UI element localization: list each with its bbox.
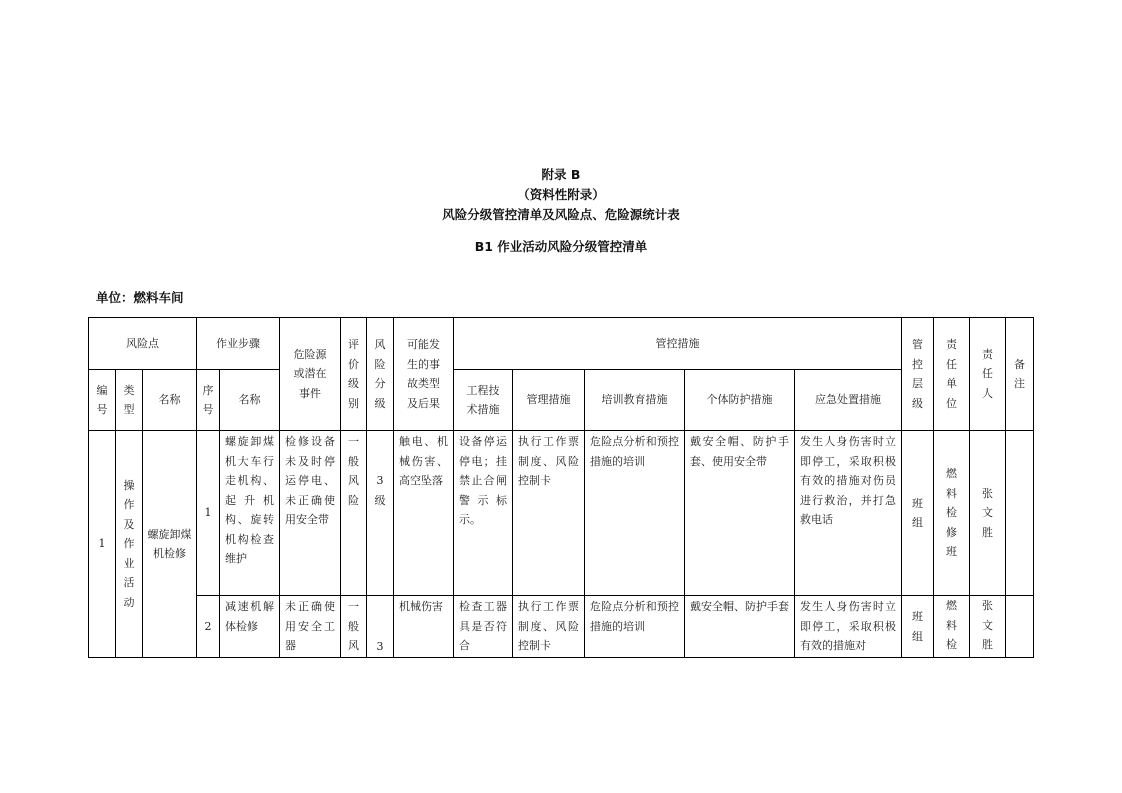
header-risk-point: 风险点 (89, 318, 197, 370)
header-emergency: 应急处置措施 (795, 370, 902, 431)
hazard: 未正确使用安全工器 (280, 596, 341, 658)
training-measure: 危险点分析和预控措施的培训 (585, 596, 685, 658)
management-measure: 执行工作票制度、风险控制卡 (513, 431, 585, 596)
header-row-2 (89, 370, 1034, 431)
risk-grade: 3级 (367, 431, 394, 596)
step-seq: 2 (197, 596, 220, 658)
eval-level: 一般风 (341, 596, 367, 658)
unit-label: 单位：燃料车间 (96, 290, 184, 305)
header-risk-grade: 风险分级 (367, 318, 394, 431)
resp-person: 张文胜 (970, 431, 1006, 596)
header-row-1 (89, 318, 1034, 370)
document-titles (0, 165, 1122, 257)
risk-point-no: 1 (89, 431, 116, 658)
ppe-measure: 戴安全帽、防护手套 (685, 596, 795, 658)
step-seq: 1 (197, 431, 220, 596)
engineering-measure: 检查工器具是否符合 (454, 596, 513, 658)
accident: 触电、机械伤害、高空坠落 (394, 431, 454, 596)
emergency-measure: 发生人身伤害时立即停工，采取积极有效的措施对伤员进行救治，并打急救电话 (795, 431, 902, 596)
control-level: 班组 (902, 431, 934, 596)
management-measure: 执行工作票制度、风险控制卡 (513, 596, 585, 658)
training-measure: 危险点分析和预控措施的培训 (585, 431, 685, 596)
resp-person: 张文胜 (970, 596, 1006, 658)
header-name: 名称 (143, 370, 197, 431)
header-seq: 序号 (197, 370, 220, 431)
remarks (1006, 431, 1034, 596)
header-type: 类型 (116, 370, 143, 431)
header-work-steps: 作业步骤 (197, 318, 280, 370)
header-training: 培训教育措施 (585, 370, 685, 431)
ppe-measure: 戴安全帽、防护手套、使用安全带 (685, 431, 795, 596)
step-name: 减速机解体检修 (220, 596, 280, 658)
hazard: 检修设备未及时停运停电、未正确使用安全带 (280, 431, 341, 596)
header-ppe: 个体防护措施 (685, 370, 795, 431)
appendix-type: （资料性附录） (517, 187, 605, 202)
step-name: 螺旋卸煤机大车行走机构、起升机构、旋转机构检查维护 (220, 431, 280, 596)
header-control-level: 管控层级 (902, 318, 934, 431)
risk-point-name: 螺旋卸煤机检修 (143, 431, 197, 658)
header-step-name: 名称 (220, 370, 280, 431)
table-subtitle: B1 作业活动风险分级管控清单 (474, 239, 648, 254)
control-level: 班组 (902, 596, 934, 658)
header-management: 管理措施 (513, 370, 585, 431)
appendix-label: 附录 B (541, 167, 581, 182)
risk-control-table (88, 317, 1034, 658)
eval-level: 一般风险 (341, 431, 367, 596)
emergency-measure: 发生人身伤害时立即停工，采取积极有效的措施对 (795, 596, 902, 658)
header-remarks: 备注 (1006, 318, 1034, 431)
resp-unit: 燃料检修班 (934, 431, 970, 596)
engineering-measure: 设备停运停电；挂禁止合闸警示标示。 (454, 431, 513, 596)
table-row (89, 596, 1034, 658)
table-row (89, 431, 1034, 596)
remarks (1006, 596, 1034, 658)
main-title: 风险分级管控清单及风险点、危险源统计表 (442, 207, 680, 222)
header-eval-level: 评价级别 (341, 318, 367, 431)
header-resp-person: 责任人 (970, 318, 1006, 431)
header-resp-unit: 责任单位 (934, 318, 970, 431)
header-control-measures: 管控措施 (454, 318, 902, 370)
header-engineering: 工程技术措施 (454, 370, 513, 431)
accident: 机械伤害 (394, 596, 454, 658)
resp-unit: 燃料检 (934, 596, 970, 658)
header-no: 编号 (89, 370, 116, 431)
header-accident: 可能发生的事故类型及后果 (394, 318, 454, 431)
risk-grade: 3 (367, 596, 394, 658)
risk-point-type: 操作及作业活动 (116, 431, 143, 658)
header-hazard: 危险源或潜在事件 (280, 318, 341, 431)
